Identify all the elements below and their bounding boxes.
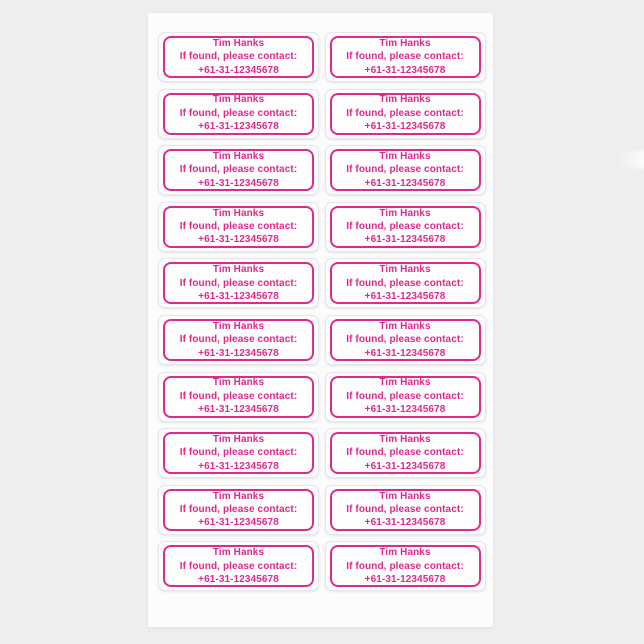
label-border (163, 206, 314, 248)
label-sticker (158, 202, 319, 252)
label-sticker (325, 32, 486, 82)
label-border (163, 93, 314, 135)
label-line1: Tim Hanks (379, 377, 431, 389)
label-line2: If found, please contact: (179, 447, 298, 459)
label-line2: If found, please contact: (179, 560, 298, 572)
label-line2: If found, please contact: (179, 107, 298, 119)
label-line3: +61-31-12345678 (198, 291, 279, 303)
label-sticker (158, 485, 319, 535)
label-line2: If found, please contact: (346, 390, 464, 402)
label-sticker (325, 258, 486, 308)
label-line2: If found, please contact: (346, 164, 464, 176)
label-line2: If found, please contact: (346, 277, 464, 289)
label-line2: If found, please contact: (179, 390, 298, 402)
label-sticker (325, 372, 486, 422)
label-line3: +61-31-12345678 (198, 517, 279, 529)
label-line2: If found, please contact: (346, 107, 464, 119)
label-line3: +61-31-12345678 (198, 460, 279, 472)
label-sticker (158, 32, 319, 82)
label-grid (158, 32, 486, 591)
label-border (163, 149, 314, 191)
label-line3: +61-31-12345678 (198, 404, 279, 416)
label-line1: Tim Hanks (212, 377, 265, 389)
label-line3: +61-31-12345678 (364, 460, 446, 472)
label-line2: If found, please contact: (346, 447, 464, 459)
label-line2: If found, please contact: (346, 221, 464, 233)
label-sheet (148, 13, 493, 627)
label-line1: Tim Hanks (212, 37, 265, 49)
label-sticker (325, 315, 486, 365)
label-border (163, 36, 314, 78)
label-line1: Tim Hanks (379, 264, 431, 276)
label-sticker (158, 315, 319, 365)
label-line3: +61-31-12345678 (198, 177, 279, 189)
label-sticker (158, 258, 319, 308)
label-border (330, 262, 481, 304)
label-sticker (158, 145, 319, 195)
label-line2: If found, please contact: (346, 504, 464, 516)
label-sticker (325, 428, 486, 478)
label-border (330, 376, 481, 418)
label-line1: Tim Hanks (212, 434, 265, 446)
label-border (330, 149, 481, 191)
label-line3: +61-31-12345678 (364, 121, 446, 133)
label-line1: Tim Hanks (212, 547, 265, 559)
label-sticker (158, 89, 319, 139)
label-line1: Tim Hanks (212, 490, 265, 502)
label-line3: +61-31-12345678 (198, 64, 279, 76)
label-line1: Tim Hanks (379, 320, 431, 332)
label-sticker (325, 485, 486, 535)
label-line1: Tim Hanks (379, 547, 431, 559)
page-curl-highlight (616, 151, 644, 168)
label-border (163, 432, 314, 474)
label-sticker (325, 145, 486, 195)
label-line3: +61-31-12345678 (198, 121, 279, 133)
label-line1: Tim Hanks (379, 490, 431, 502)
label-line1: Tim Hanks (212, 320, 265, 332)
label-line2: If found, please contact: (346, 560, 464, 572)
label-sticker (325, 202, 486, 252)
label-line2: If found, please contact: (346, 334, 464, 346)
label-sticker (325, 89, 486, 139)
label-line2: If found, please contact: (346, 51, 464, 63)
label-border (330, 93, 481, 135)
label-line1: Tim Hanks (379, 37, 431, 49)
label-line1: Tim Hanks (212, 151, 265, 163)
label-line3: +61-31-12345678 (198, 574, 279, 586)
label-line3: +61-31-12345678 (364, 574, 446, 586)
label-border (163, 319, 314, 361)
label-line1: Tim Hanks (212, 207, 265, 219)
label-line1: Tim Hanks (379, 434, 431, 446)
label-border (163, 376, 314, 418)
label-border (330, 319, 481, 361)
label-border (330, 545, 481, 587)
label-line1: Tim Hanks (212, 94, 265, 106)
label-line3: +61-31-12345678 (364, 404, 446, 416)
label-line2: If found, please contact: (179, 221, 298, 233)
label-sticker (158, 541, 319, 591)
label-border (330, 432, 481, 474)
label-border (163, 545, 314, 587)
label-line3: +61-31-12345678 (364, 177, 446, 189)
label-sticker (325, 541, 486, 591)
label-line2: If found, please contact: (179, 334, 298, 346)
label-line2: If found, please contact: (179, 277, 298, 289)
label-line2: If found, please contact: (179, 164, 298, 176)
label-line3: +61-31-12345678 (198, 347, 279, 359)
label-line3: +61-31-12345678 (364, 234, 446, 246)
label-line1: Tim Hanks (379, 207, 431, 219)
label-line1: Tim Hanks (379, 151, 431, 163)
label-border (163, 262, 314, 304)
label-line3: +61-31-12345678 (198, 234, 279, 246)
label-border (330, 489, 481, 531)
label-line3: +61-31-12345678 (364, 347, 446, 359)
label-line2: If found, please contact: (179, 51, 298, 63)
label-line2: If found, please contact: (179, 504, 298, 516)
label-border (330, 36, 481, 78)
label-border (163, 489, 314, 531)
label-line1: Tim Hanks (379, 94, 431, 106)
label-sticker (158, 372, 319, 422)
label-line3: +61-31-12345678 (364, 64, 446, 76)
label-sticker (158, 428, 319, 478)
label-line3: +61-31-12345678 (364, 291, 446, 303)
label-line3: +61-31-12345678 (364, 517, 446, 529)
label-line1: Tim Hanks (212, 264, 265, 276)
label-border (330, 206, 481, 248)
